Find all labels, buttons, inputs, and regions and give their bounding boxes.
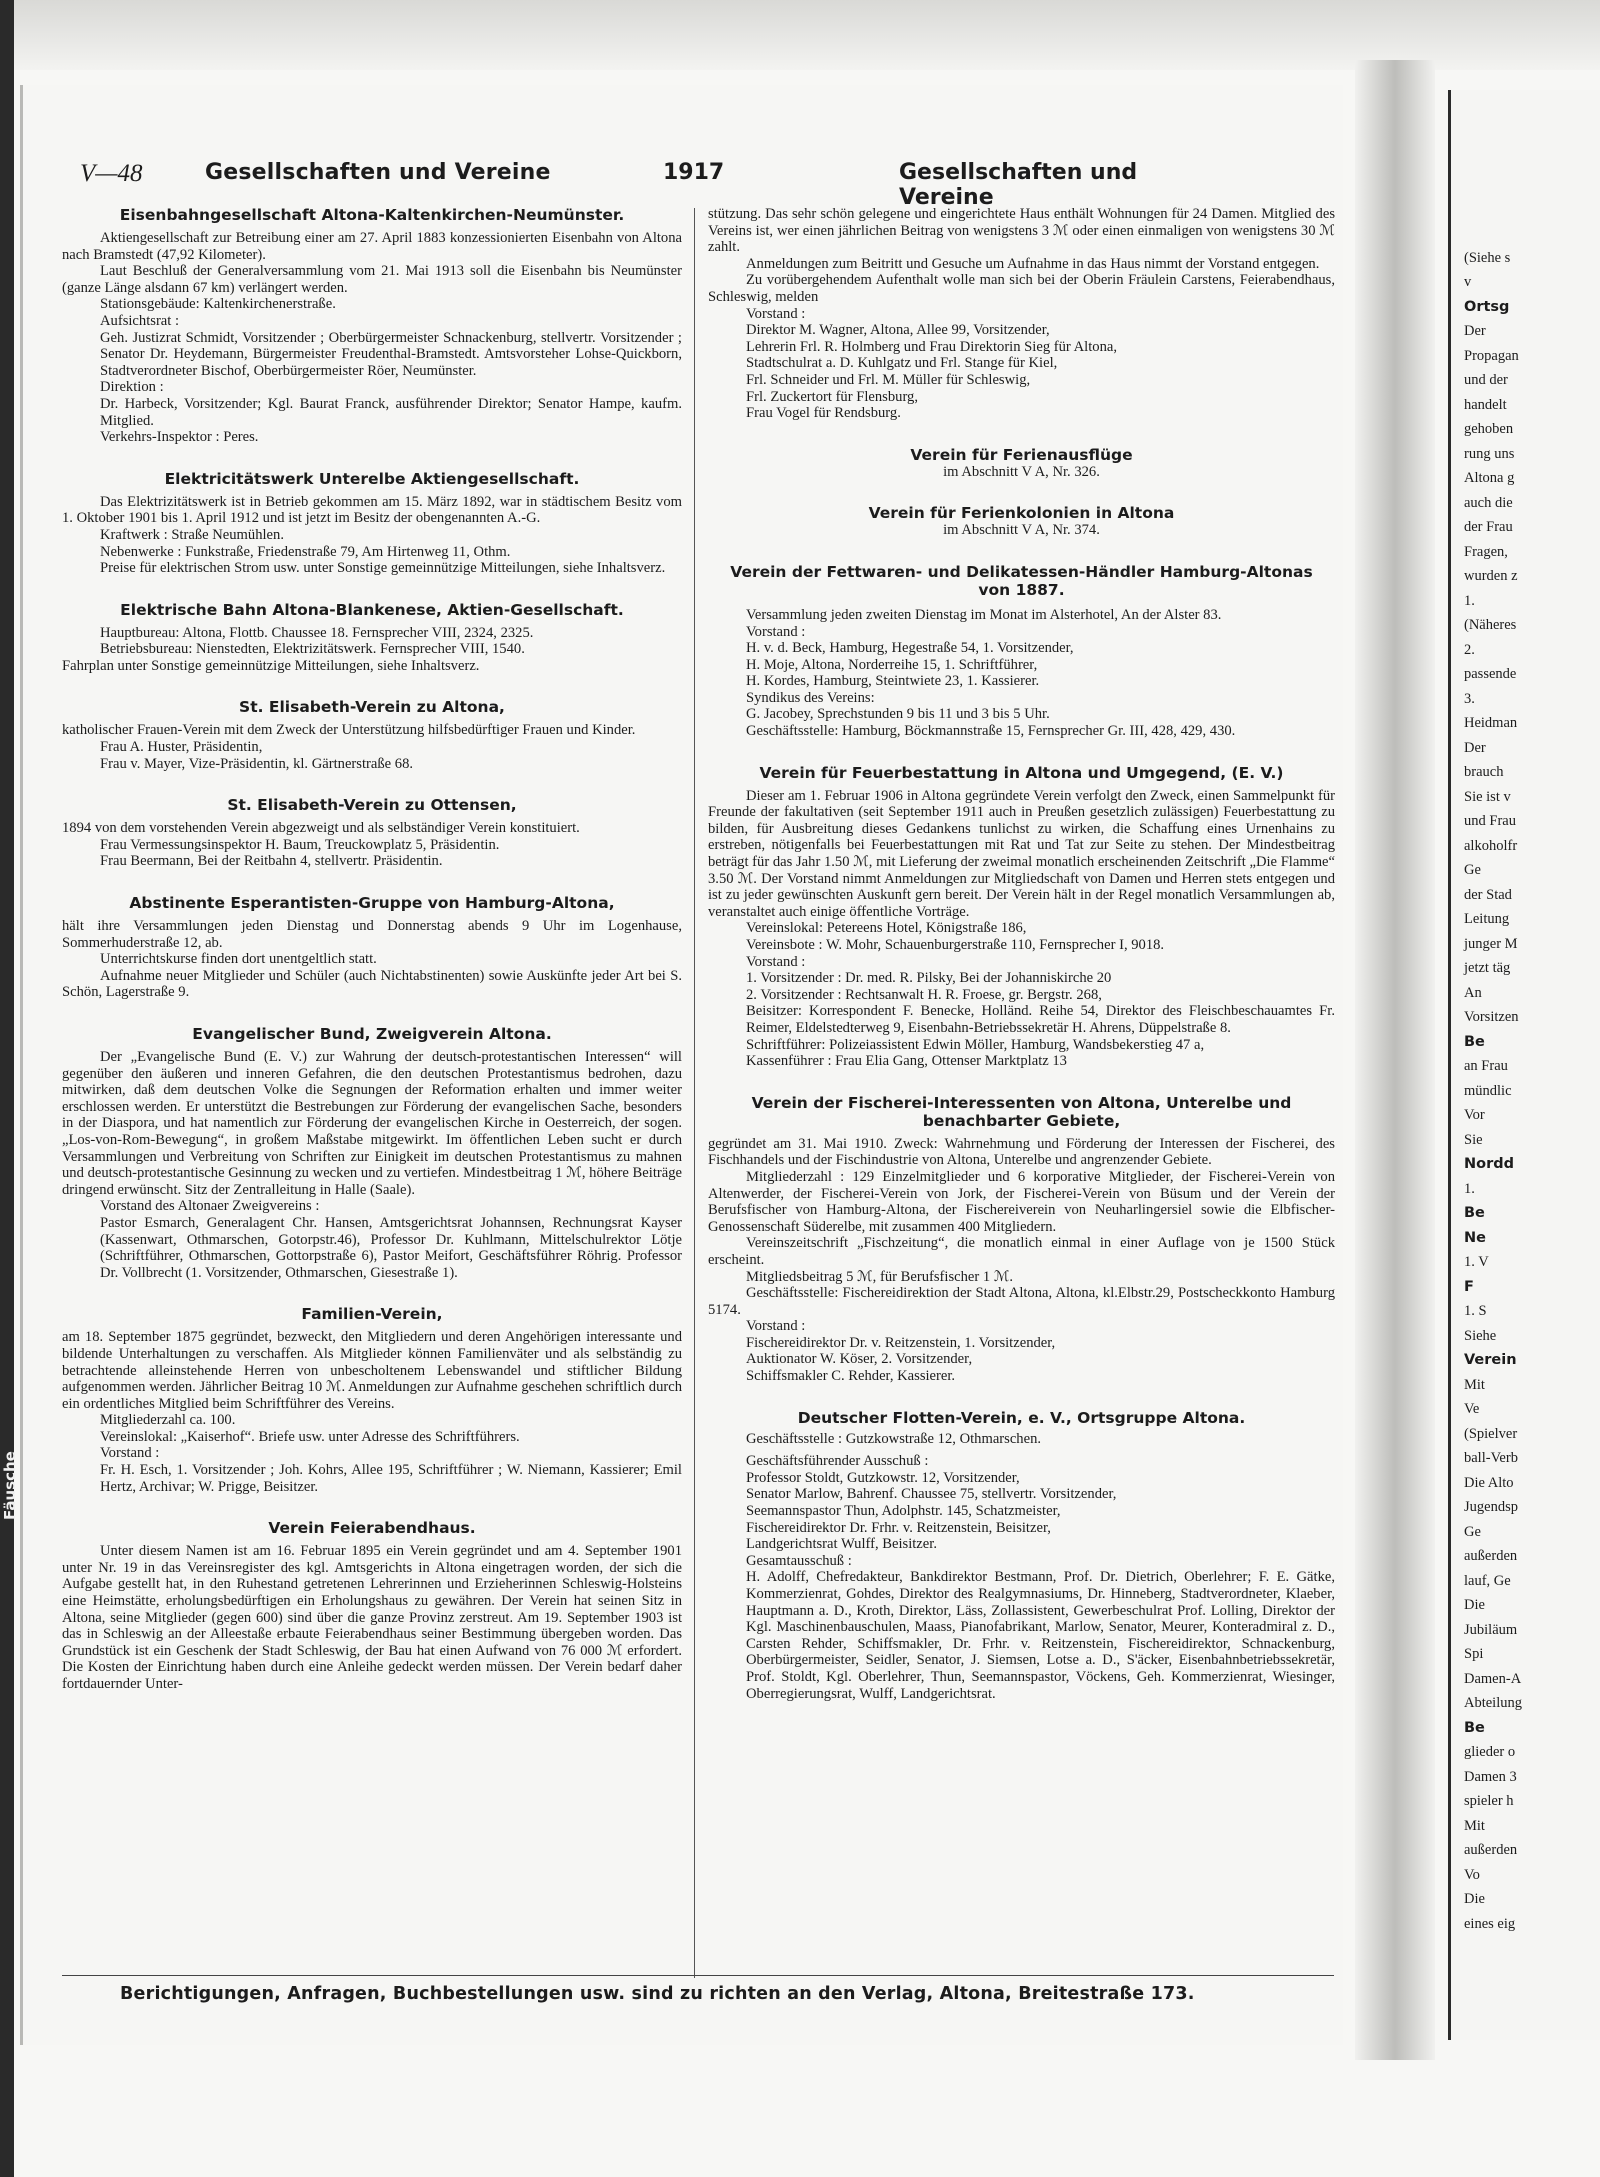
facing-page-fragment-line: Der <box>1464 323 1486 340</box>
paragraph: Schiffsmakler C. Rehder, Kassierer. <box>746 1368 956 1385</box>
facing-page-fragment-line: Vo <box>1464 1866 1480 1883</box>
running-title-right: Gesellschaften und Vereine <box>899 160 1138 210</box>
paragraph: hält ihre Versammlungen jeden Dienstag und Donnerstag abends 9 Uhr im Logenhause, Sommerhuderstraße 12, ab. <box>62 918 682 951</box>
paragraph: H. v. d. Beck, Hamburg, Hegestraße 54, 1. Vorsitzender, <box>746 640 1074 657</box>
page-header <box>80 160 1230 210</box>
paragraph: Vorstand des Altonaer Zweigvereins : <box>100 1198 320 1215</box>
facing-page-fragment-line: F <box>1464 1278 1474 1295</box>
facing-page-fragment-line: Ve <box>1464 1401 1480 1418</box>
facing-page-fragment-line: Die <box>1464 1891 1485 1907</box>
paragraph: Geschäftsstelle: Hamburg, Böckmannstraße 15, Fernsprecher Gr. III, 428, 429, 430. <box>746 723 1236 740</box>
paragraph: Fischereidirektor Dr. v. Reitzenstein, 1. Vorsitzender, <box>746 1334 1056 1351</box>
facing-page-fragment-line: Leitung <box>1464 911 1510 928</box>
facing-page-fragment-line: (Spielver <box>1464 1425 1518 1442</box>
facing-page-fragment-line: Sie ist v <box>1464 788 1511 805</box>
paragraph: stützung. Das sehr schön gelegene und eingerichtete Haus enthält Wohnungen für 24 Damen. Mitglied des Vereins ist, wer einen jährlichen Beitrag von wenigstens 3 ℳ oder einen einmaligen von wenigstens 30 ℳ zahlt. <box>708 206 1335 256</box>
facing-page-fragment-line: Vorsitzen <box>1464 1009 1519 1026</box>
paragraph: Der „Evangelische Bund (E. V.) zur Wahrung der deutsch-protestantischen Interessen“ will gegenüber den äußeren und inneren Gefahren, die den deutschen Protestantismus bedrohen, dazu mitwirken, daß dem deutschen Volke die Segnungen der Reformation erhalten und immer weiter erschlossen werden. Er unterstützt die Bestrebungen zur Förderung der evangelischen Sache, besonders in der Diaspora, und hat namentlich zur Förderung der evangelischen Kirche in Oesterreich, der sogen. „Los-von-Rom-Bewegung“, in großem Maßstabe mitgewirkt. Im öffentlichen Leben sucht er durch Versammlungen und Verbreitung von Schriften zur Einigkeit im deutschen Protestantismus zu mahnen und deutsch-protestantische Gesinnung zu wecken und zu vertiefen. Mindestbeitrag 1 ℳ, höhere Beiträge dringend erwünscht. Sitz der Zentralleitung in Halle (Saale). <box>62 1049 682 1198</box>
facing-page-fragment-line: außerden <box>1464 1842 1518 1859</box>
paragraph: 1. Vorsitzender : Dr. med. R. Pilsky, Bei der Johanniskirche 20 <box>746 970 1112 987</box>
paragraph: Fr. H. Esch, 1. Vorsitzender ; Joh. Kohrs, Allee 195, Schriftführer ; W. Niemann, Kassierer; Emil Hertz, Archivar; W. Prigge, Beisitzer. <box>100 1462 682 1495</box>
page-footer: Berichtigungen, Anfragen, Buchbestellungen usw. sind zu richten an den Verlag, Altona, Breitestraße 173. <box>120 1984 1195 2004</box>
paragraph: Aktiengesellschaft zur Betreibung einer am 27. April 1883 konzessionierten Eisenbahn von Altona nach Bramstedt (47,92 Kilometer). <box>62 230 682 263</box>
facing-page-fragment-line: 1. <box>1464 592 1475 609</box>
facing-page-fragment-line: und der <box>1464 372 1508 389</box>
facing-page-edge <box>1448 90 1451 2040</box>
paragraph: Hauptbureau: Altona, Flottb. Chaussee 18. Fernsprecher VIII, 2324, 2325. <box>100 624 534 641</box>
section-heading: Verein Feierabendhaus. <box>268 1519 476 1538</box>
footer-rule <box>62 1975 1334 1976</box>
paragraph: Syndikus des Vereins: <box>746 689 875 706</box>
paragraph: Vorstand : <box>746 623 806 640</box>
paragraph: H. Kordes, Hamburg, Steintwiete 23, 1. Kassierer. <box>746 673 1040 690</box>
facing-page-fragment-line: (Siehe s <box>1464 250 1511 266</box>
facing-page-fragment-line: Be <box>1464 1719 1485 1736</box>
paragraph: am 18. September 1875 gegründet, bezweckt, den Mitgliedern und deren Angehörigen interessante und bildende Unterhaltungen zu verschaffen. Als Mitglieder können Familienväter und als selbständig zu betrachtende alleinstehende Herren von unbescholtenem Lebenswandel und stiftlicher Bildung aufgenommen werden. Jährlicher Beitrag 10 ℳ. Anmeldungen zur Aufnahme geschehen schriftlich durch ein ordentliches Mitglied beim Schriftführer des Vereins. <box>62 1329 682 1412</box>
paragraph: Kassenführer : Frau Elia Gang, Ottenser Marktplatz 13 <box>746 1053 1067 1070</box>
facing-page-fragment-line: Ge <box>1464 862 1481 879</box>
paragraph: Vorstand : <box>746 305 806 322</box>
paragraph: Verkehrs-Inspektor : Peres. <box>100 429 259 446</box>
facing-page-fragment-line: Die <box>1464 1597 1485 1614</box>
facing-page-fragment-line: 3. <box>1464 690 1475 707</box>
facing-page-fragment-line: mündlic <box>1464 1082 1512 1099</box>
facing-page-fragment-line: Damen 3 <box>1464 1768 1517 1785</box>
facing-page-fragment-line: 1. <box>1464 1180 1475 1197</box>
paragraph: Direktor M. Wagner, Altona, Allee 99, Vorsitzender, <box>746 322 1050 339</box>
facing-page-fragment-line: passende <box>1464 666 1517 683</box>
facing-page-fragment-line: 1. S <box>1464 1303 1487 1320</box>
paragraph: Gesamtausschuß : <box>746 1552 852 1569</box>
facing-page-fragment-line: an Frau <box>1464 1058 1508 1075</box>
facing-page-fragment-line: (Näheres <box>1464 617 1517 634</box>
paragraph: Frl. Zuckertort für Flensburg, <box>746 388 918 405</box>
paragraph: Geschäftsstelle : Gutzkowstraße 12, Othmarschen. <box>746 1430 1042 1447</box>
paragraph: Mitgliederzahl ca. 100. <box>100 1412 236 1429</box>
facing-page-fragment-line: Ne <box>1464 1229 1486 1246</box>
page-number: V—48 <box>80 160 143 187</box>
facing-page-fragment-line: v <box>1464 274 1472 291</box>
paragraph: Aufnahme neuer Mitglieder und Schüler (auch Nichtabstinenten) sowie Auskünfte jeder Art bei S. Schön, Lagerstraße 9. <box>62 967 682 1001</box>
facing-page-fragment-line: 1. V <box>1464 1254 1489 1271</box>
right-column <box>708 206 1335 1996</box>
facing-page-fragment-line: der Stad <box>1464 886 1512 903</box>
facing-page-fragment-line: Altona g <box>1464 470 1515 487</box>
paragraph: im Abschnitt V A, Nr. 374. <box>943 522 1100 539</box>
paragraph: Mitgliedsbeitrag 5 ℳ, für Berufsfischer 1 ℳ. <box>746 1268 1014 1285</box>
facing-page-fragment-line: gehoben <box>1464 421 1514 438</box>
facing-page-fragment-line: handelt <box>1464 396 1507 413</box>
facing-page-fragment-line: alkoholfr <box>1464 837 1518 854</box>
facing-page-fragment-line: An <box>1464 984 1482 1001</box>
facing-page-fragment-line: Ge <box>1464 1523 1481 1540</box>
paragraph: Unterrichtskurse finden dort unentgeltlich statt. <box>100 951 377 968</box>
facing-page-fragment-line: jetzt täg <box>1464 960 1511 977</box>
paragraph: Laut Beschluß der Generalversammlung vom 21. Mai 1913 soll die Eisenbahn bis Neumünster (ganze Länge alsdann 67 km) verlängert werden. <box>62 263 682 296</box>
section-heading: St. Elisabeth-Verein zu Ottensen, <box>227 796 517 815</box>
section-heading: Evangelischer Bund, Zweigverein Altona. <box>192 1025 552 1043</box>
section-heading: Elektricitätswerk Unterelbe Aktiengesellschaft. <box>164 469 580 488</box>
facing-page-fragment-line: auch die <box>1464 494 1513 511</box>
facing-page-fragment-line: wurden z <box>1464 568 1518 585</box>
paragraph: Anmeldungen zum Beitritt und Gesuche um Aufnahme in das Haus nimmt der Vorstand entgegen. <box>746 255 1320 272</box>
book-gutter <box>1355 60 1435 2060</box>
facing-page-fragment-line: Vor <box>1464 1107 1485 1124</box>
facing-page-fragment-line: Siehe <box>1464 1327 1497 1344</box>
section-heading: Eisenbahngesellschaft Altona-Kaltenkirchen-Neumünster. <box>119 206 625 224</box>
facing-page-fragment-line: Jugendsp <box>1464 1499 1518 1516</box>
facing-page-fragment-line: Mit <box>1464 1376 1485 1393</box>
facing-page-fragment-line: 2. <box>1464 641 1475 658</box>
section-heading: Verein für Ferienausflüge <box>910 445 1133 464</box>
section-heading: Verein der Fischerei-Interessenten von Altona, Unterelbe und benachbarter Gebiete, <box>751 1093 1292 1130</box>
facing-page-fragment-line: Propagan <box>1464 347 1519 364</box>
paragraph: Senator Marlow, Bahrenf. Chaussee 75, stellvertr. Vorsitzender, <box>746 1486 1117 1503</box>
paragraph: Nebenwerke : Funkstraße, Friedenstraße 79, Am Hirtenweg 11, Othm. <box>100 543 511 560</box>
paragraph: Seemannspastor Thun, Adolphstr. 145, Schatzmeister, <box>746 1503 1061 1520</box>
facing-page-fragment-line: und Frau <box>1464 813 1516 830</box>
paragraph: H. Adolff, Chefredakteur, Bankdirektor Bestmann, Prof. Dr. Dietrich, Oberlehrer; F. E. Gätke, Kommerzienrat, Gohdes, Direktor des Realgymnasiums, Dr. Hinneberg, Stadtverordneter, Klaeber, Hauptmann a. D., Kroth, Direktor, Läss, Zollassistent, Gewerbeschulrat Prof. Lolling, Direktor der Kgl. Maschinenbauschulen, Maass, Pianofabrikant, Marlow, Senator, Meurer, Konteradmiral z. D., Carsten Rehder, Schiffsmakler, Dr. Frhr. v. Reitzenstein, Fischereidirektor, Schnackenburg, Oberbürgermeister, Seidler, Senator, J. Siemsen, Lotse a. D., S'äcker, Eisenbahnbetriebssekretär, Prof. Stoldt, Kgl. Oberlehrer, Thun, Seemannspastor, Vöckens, Geh. Kommerzienrat, Wiesinger, Oberregierungsrat, Wulff, Landgerichtsrat. <box>746 1569 1335 1702</box>
section-heading: Verein für Ferienkolonien in Altona <box>868 504 1175 523</box>
paragraph: Dr. Harbeck, Vorsitzender; Kgl. Baurat Franck, ausführender Direktor; Senator Hampe, kaufm. Mitglied. <box>100 395 682 429</box>
facing-page-fragment-line: Abteilung <box>1464 1695 1522 1712</box>
paragraph: Geschäftsstelle: Fischereidirektion der Stadt Altona, Altona, kl.Elbstr.29, Postscheckkonto Hamburg 5174. <box>708 1285 1335 1318</box>
facing-page-fragment <box>1448 90 1600 2040</box>
paragraph: Lehrerin Frl. R. Holmberg und Frau Direktorin Sieg für Altona, <box>746 338 1118 355</box>
facing-page-fragment-line: Be <box>1464 1033 1485 1050</box>
facing-page-fragment-line: der Frau <box>1464 519 1513 536</box>
paragraph: Frau Vermessungsinspektor H. Baum, Treuckowplatz 5, Präsidentin. <box>100 836 500 853</box>
facing-page-fragment-line: Be <box>1464 1205 1485 1222</box>
paragraph: Frau A. Huster, Präsidentin, <box>100 739 263 756</box>
paragraph: Stadtschulrat a. D. Kuhlgatz und Frl. Stange für Kiel, <box>746 355 1058 372</box>
column-divider <box>694 208 695 1978</box>
paragraph: Kraftwerk : Straße Neumühlen. <box>100 526 284 543</box>
paragraph: Geschäftsführender Ausschuß : <box>746 1453 929 1470</box>
facing-page-fragment-line: Der <box>1464 739 1486 756</box>
paragraph: im Abschnitt V A, Nr. 326. <box>943 463 1100 480</box>
facing-page-fragment-line: Mit <box>1464 1817 1485 1834</box>
paragraph: 2. Vorsitzender : Rechtsanwalt H. R. Froese, gr. Bergstr. 268, <box>746 986 1102 1003</box>
facing-page-fragment-line: rung uns <box>1464 445 1515 462</box>
paragraph: Pastor Esmarch, Generalagent Chr. Hansen, Amtsgerichtsrat Johannsen, Rechnungsrat Kayser (Kassenwart, Othmarschen, Gotorpstr.46), Professor Dr. Kuhlmann, Mittelschulrektor Lötje (Schriftführer, Othmarschen, Gottorpstraße 6), Pastor Meifort, Geschäftsführer Röhrig. Professor Dr. Vollbrecht (1. Vorsitzender, Othmarschen, Giesestraße 1). <box>100 1214 682 1281</box>
facing-page-fragment-line: brauch <box>1464 764 1504 781</box>
facing-page-fragment-line: Damen-A <box>1464 1670 1522 1687</box>
paragraph: Betriebsbureau: Nienstedten, Elektrizitätswerk. Fernsprecher VIII, 1540. <box>100 641 525 658</box>
paragraph: Vorstand : <box>746 1318 806 1335</box>
section-heading: Familien-Verein, <box>301 1305 443 1324</box>
facing-page-fragment-line: außerden <box>1464 1548 1518 1565</box>
section-heading: Elektrische Bahn Altona-Blankenese, Aktien-Gesellschaft. <box>120 600 624 619</box>
margin-label: Fäusche <box>1 1451 19 1520</box>
paragraph: Landgerichtsrat Wulff, Beisitzer. <box>746 1536 937 1553</box>
paragraph: Das Elektrizitätswerk ist in Betrieb gekommen am 15. März 1892, war in städtischem Besitz vom 1. Oktober 1901 bis 1. April 1912 und ist jetzt im Besitz der obengenannten A.-G. <box>62 493 682 527</box>
facing-page-fragment-line: eines eig <box>1464 1915 1516 1932</box>
paragraph: gegründet am 31. Mai 1910. Zweck: Wahrnehmung und Förderung der Interessen der Fischerei, des Fischhandels und der Fischindustrie von Altona, Unterelbe und angrenzender Gebiete. <box>708 1135 1335 1169</box>
facing-page-fragment-line: Jubiläum <box>1464 1621 1518 1638</box>
paragraph: Vereinsbote : W. Mohr, Schauenburgerstraße 110, Fernsprecher I, 9018. <box>746 937 1165 953</box>
facing-page-fragment-line: ball-Verb <box>1464 1450 1518 1467</box>
paragraph: Vereinszeitschrift „Fischzeitung“, die monatlich einmal in einer Auflage von je 1500 Stück erscheint. <box>708 1235 1335 1268</box>
paragraph: Frau Beermann, Bei der Reitbahn 4, stellvertr. Präsidentin. <box>100 853 443 870</box>
paragraph: Aufsichtsrat : <box>100 312 180 329</box>
paragraph: Versammlung jeden zweiten Dienstag im Monat im Alsterhotel, An der Alster 83. <box>746 606 1222 623</box>
paragraph: Vorstand : <box>100 1445 160 1462</box>
facing-page-fragment-line: Nordd <box>1464 1156 1515 1173</box>
running-title-left: Gesellschaften und Vereine <box>205 160 551 185</box>
paragraph: Fahrplan unter Sonstige gemeinnützige Mitteilungen, siehe Inhaltsverz. <box>62 657 480 674</box>
facing-page-fragment-line: glieder o <box>1464 1744 1516 1761</box>
paragraph: Stationsgebäude: Kaltenkirchenerstraße. <box>100 296 336 313</box>
paragraph: Vorstand : <box>746 953 806 970</box>
paragraph: Frau v. Mayer, Vize-Präsidentin, kl. Gärtnerstraße 68. <box>100 755 414 772</box>
paragraph: Mitgliederzahl : 129 Einzelmitglieder und 6 korporative Mitglieder, der Fischerei-Verein von Altenwerder, der Fischerei-Verein von Jork, der Fischerei-Verein von Büsum und der Verein der Berufsfischer von Hamburg-Altona, der Fischereiverein von Neuharlingersiel sowie die Elbfischer-Genossenschaft Süderelbe, mit zusammen 400 Mitgliedern. <box>708 1168 1335 1235</box>
section-heading: Verein für Feuerbestattung in Altona und Umgegend, (E. V.) <box>759 763 1284 782</box>
section-heading: Abstinente Esperantisten-Gruppe von Hamburg-Altona, <box>129 894 615 913</box>
paragraph: Vereinslokal: Petereens Hotel, Königstraße 186, <box>746 920 1027 937</box>
section-heading: Deutscher Flotten-Verein, e. V., Ortsgruppe Altona. <box>797 1408 1246 1427</box>
paragraph: katholischer Frauen-Verein mit dem Zweck der Unterstützung hilfsbedürftiger Frauen und Kinder. <box>62 722 636 739</box>
facing-page-fragment-line: Sie <box>1464 1131 1483 1148</box>
paragraph: Direktion : <box>100 379 164 396</box>
facing-page-fragment-line: Spi <box>1464 1646 1484 1663</box>
paragraph: Beisitzer: Korrespondent F. Benecke, Holländ. Reihe 54, Direktor des Fleischbeschauamtes Fr. Reimer, Eldelstedterweg 9, Eisenbahn-Betriebssekretär H. Ahrens, Düppelstraße 8. <box>746 1003 1335 1036</box>
facing-page-fragment-line: Verein <box>1464 1352 1517 1369</box>
paragraph: 1894 von dem vorstehenden Verein abgezweigt und als selbständiger Verein konstituiert. <box>62 820 580 837</box>
paragraph: G. Jacobey, Sprechstunden 9 bis 11 und 3 bis 5 Uhr. <box>746 706 1050 723</box>
scan-left-edge <box>0 0 19 2177</box>
section-heading: Verein der Fettwaren- und Delikatessen-Händler Hamburg-Altonas von 1887. <box>730 562 1313 599</box>
paragraph: Vereinslokal: „Kaiserhof“. Briefe usw. unter Adresse des Schriftführers. <box>100 1428 520 1445</box>
paragraph: Fischereidirektor Dr. Frhr. v. Reitzenstein, Beisitzer, <box>746 1519 1051 1536</box>
facing-page-fragment-line: junger M <box>1464 935 1518 952</box>
facing-page-fragment-line: Fragen, <box>1464 543 1508 560</box>
facing-page-fragment-line: Ortsg <box>1464 298 1510 315</box>
left-column <box>62 206 682 1968</box>
year: 1917 <box>663 160 725 185</box>
paragraph: Frl. Schneider und Frl. M. Müller für Schleswig, <box>746 371 1031 388</box>
facing-page-fragment-line: Die Alto <box>1464 1474 1514 1491</box>
facing-page-fragment-line: Heidman <box>1464 715 1518 732</box>
paragraph: Preise für elektrischen Strom usw. unter Sonstige gemeinnützige Mitteilungen, siehe Inhaltsverz. <box>100 560 666 577</box>
paragraph: H. Moje, Altona, Norderreihe 15, 1. Schriftführer, <box>746 656 1038 673</box>
paragraph: Auktionator W. Köser, 2. Vorsitzender, <box>746 1351 973 1368</box>
paragraph: Schriftführer: Polizeiassistent Edwin Möller, Hamburg, Wandsbekerstieg 47 a, <box>746 1036 1205 1053</box>
paragraph: Dieser am 1. Februar 1906 in Altona gegründete Verein verfolgt den Zweck, einen Sammelpunkt für Freunde der fakultativen (seit September 1911 auch in Preußen gesetzlich zulässigen) Feuerbestattung zu bilden, für Ausbreitung dieses Gedankens tunlichst zu wirken, die Schaffung eines Urnenhains zu erstreben, nötigenfalls bei Feuerbestattungen mit Rat und Tat zur Seite zu stehen. Der Mindestbeitrag beträgt für das Jahr 1.50 ℳ, mit Lieferung der zweimal monatlich erscheinenden Zeitschrift „Die Flamme“ 3.50 ℳ. Der Vorstand nimmt Anmeldungen zur Mitgliedschaft von Damen und Herren stets entgegen und ist zu jeder gewünschten Auskunft gern bereit. Der Verein hält in der Regel monatlich Versammlungen ab, veranstaltet auch einige öffentliche Vorträge. <box>708 787 1335 920</box>
paragraph: Geh. Justizrat Schmidt, Vorsitzender ; Oberbürgermeister Schnackenburg, stellvertr. Vorsitzender ; Senator Dr. Heydemann, Bürgermeister Freudenthal-Bramstedt. Amtsvorsteher Lohse-Quickborn, Stadtverordneter Bischof, Oberbürgermeister Röer, Neumünster. <box>100 329 682 379</box>
paragraph: Frau Vogel für Rendsburg. <box>746 405 901 422</box>
facing-page-fragment-line: lauf, Ge <box>1464 1572 1511 1589</box>
section-heading: St. Elisabeth-Verein zu Altona, <box>239 698 505 717</box>
paragraph: Zu vorübergehendem Aufenthalt wolle man sich bei der Oberin Fräulein Carstens, Feierabendhaus, Schleswig, melden <box>708 272 1335 305</box>
facing-page-fragment-line: spieler h <box>1464 1793 1514 1810</box>
paragraph: Unter diesem Namen ist am 16. Februar 1895 ein Verein gegründet und am 4. September 1901 unter Nr. 19 in das Vereinsregister des kgl. Amtsgerichts in Altona eingetragen worden, der sich die Aufgabe gestellt hat, in den Ruhestand getretenen Lehrerinnen und Erzieherinnen Schleswig-Holsteins eine Heimstätte, erholungsbedürftigen ein Erholungshaus zu gewähren. Der Verein hat seinen Sitz in Altona, seine Mitglieder (gegen 600) sind über die ganze Provinz zerstreut. Am 19. September 1903 ist das in Schleswig an der Alleestaße erbaute Feierabendhaus seiner Bestimmung übergeben worden. Das Grundstück ist ein Geschenk der Stadt Schleswig, der Bau hat einen Aufwand von 76 000 ℳ erfordert. Die Kosten der Einrichtung haben durch eine Anleihe gedeckt werden müssen. Der Verein bedarf daher fortdauernder Unter- <box>62 1543 682 1692</box>
paragraph: Professor Stoldt, Gutzkowstr. 12, Vorsitzender, <box>746 1469 1020 1486</box>
